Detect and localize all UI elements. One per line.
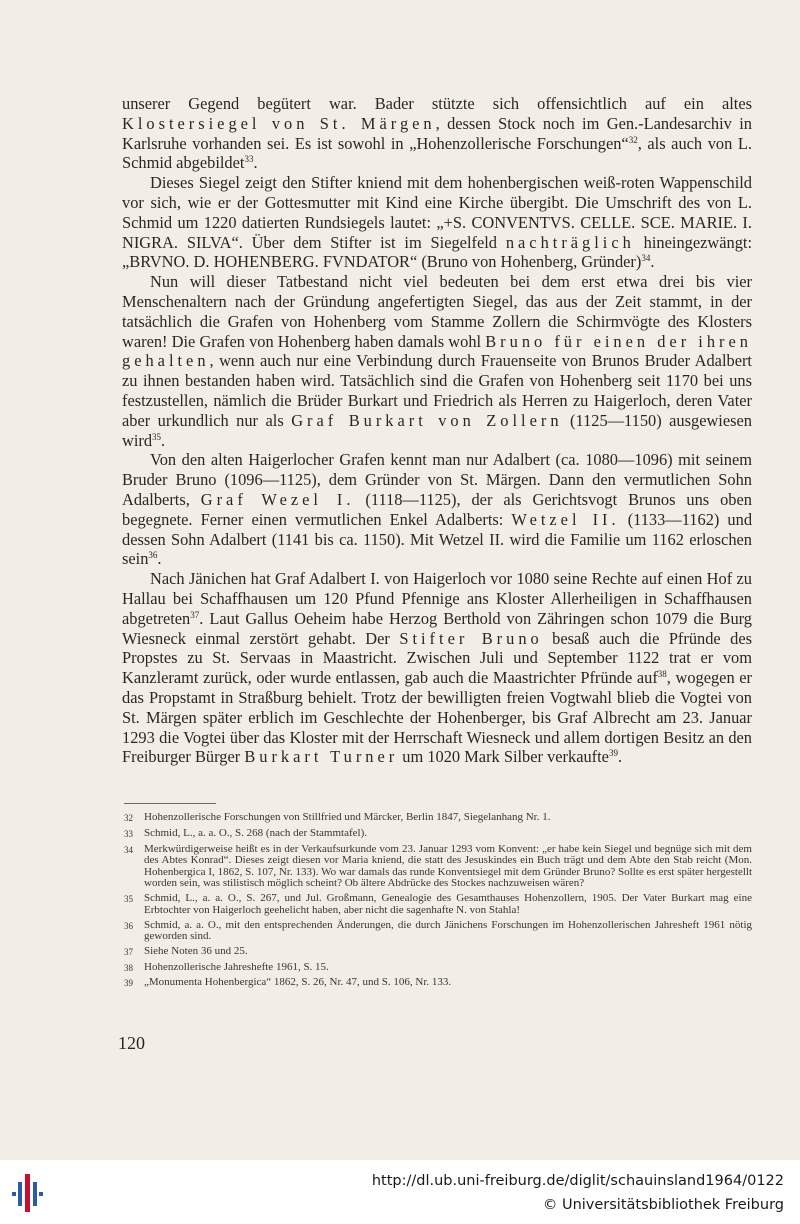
footnote-number: 32 bbox=[124, 813, 133, 823]
footnote bbox=[124, 962, 752, 975]
text-run: Nach Jänichen hat Graf Adalbert I. von Haigerloch vor 1080 seine Rechte auf einen Hof zu Hallau bei Schaffhausen um 120 Pfund Pfennige ans Kloster Allerheiligen in Schaffhausen abgetreten bbox=[122, 569, 752, 628]
text-run: . Laut Gallus Oeheim habe Herzog Berthold von Zähringen schon 1079 die Burg Wiesneck einmal zerstört gehabt. Der bbox=[122, 608, 752, 648]
footnote bbox=[124, 946, 752, 959]
footnote bbox=[124, 844, 752, 890]
footnote-ref: 37 bbox=[190, 609, 200, 620]
ub-freiburg-logo-icon bbox=[10, 1168, 44, 1216]
footnote-text: Schmid, L., a. a. O., S. 268 (nach der Stammtafel). bbox=[144, 826, 368, 839]
footnote-number: 34 bbox=[124, 844, 133, 855]
footnote bbox=[124, 920, 752, 943]
footnote bbox=[124, 977, 752, 990]
text-run: , wenn auch nur eine Verbindung durch Frauenseite von Brunos Bruder Adalbert zu ihnen bestanden haben wird. Tatsächlich sind die Grafen von Hohenberg seit 1170 bei uns festzustellen, nämlich die Brüder Burkart und Friedrich als Herren zu Haigerloch, deren Vater aber urkundlich nur als bbox=[122, 351, 752, 430]
footnote-text: „Monumenta Hohenbergica“ 1862, S. 26, Nr. 47, und S. 106, Nr. 133. bbox=[144, 976, 452, 989]
paragraph-2 bbox=[122, 173, 752, 272]
page-number: 120 bbox=[118, 1033, 145, 1053]
footnote-ref: 35 bbox=[152, 431, 162, 442]
main-text bbox=[122, 94, 752, 767]
footnote-ref: 36 bbox=[148, 550, 158, 561]
footnote-number: 33 bbox=[124, 828, 133, 839]
copyright-notice: © Universitätsbibliothek Freiburg bbox=[542, 1197, 784, 1213]
text-run: unserer Gegend begütert war. Bader stützte sich offensichtlich auf ein altes bbox=[122, 94, 752, 113]
text-run: , dessen Stock noch im Gen.-Landesarchiv in Karlsruhe vorhanden sei. Es ist sowohl in „Hohenzollerische Forschungen“ bbox=[122, 113, 752, 153]
footnote-ref: 33 bbox=[244, 154, 254, 165]
spaced-text: Bruno für einen der ihren gehalten bbox=[122, 331, 752, 371]
spaced-text: Wetzel II. bbox=[511, 509, 620, 529]
permalink-url[interactable]: http://dl.ub.uni-freiburg.de/diglit/schauinsland1964/0122 bbox=[371, 1173, 784, 1189]
footnote-text: Merkwürdigerweise heißt es in der Verkaufsurkunde vom 23. Januar 1293 vom Konvent: „er habe kein Siegel und begnüge sich mit dem des Abtes Konrad“. Dieses zeigt diesen vor Maria kniend, die statt des Jesuskindes ein Buch trägt und dem Abte den Stab reicht (Mon. Hohenbergica I, 1862, S. 107, Nr. 133). Wo war damals das runde Konventsiegel mit dem Gründer Bruno? Sollte es erst später hergestellt worden sein, was stilistisch möglich scheint? Ob ältere Abdrücke des Stockes nachzuweisen wären? bbox=[144, 842, 752, 890]
footnote-ref: 34 bbox=[641, 253, 651, 264]
text-run: Von den alten Haigerlocher Grafen kennt man nur Adalbert (ca. 1080—1096) mit seinem Bruder Bruno (1096—1125), dem Gründer von St. Märgen. Dann den vermutlichen Sohn Adalberts, bbox=[122, 450, 752, 509]
footnotes bbox=[124, 812, 752, 993]
text-run: hineingezwängt: „BRVNO. D. HOHENBERG. FVNDATOR“ (Bruno von Hohenberg, Gründer) bbox=[122, 232, 752, 272]
footnote bbox=[124, 893, 752, 916]
spaced-text: Graf Wezel I. bbox=[200, 489, 355, 509]
text-run: . bbox=[157, 549, 162, 569]
footnote-ref: 39 bbox=[608, 748, 618, 759]
text-run: . bbox=[253, 153, 258, 173]
paragraph-5 bbox=[122, 569, 752, 767]
footnote-number: 35 bbox=[124, 894, 133, 905]
text-run: . bbox=[161, 430, 166, 450]
spaced-text: Stifter Bruno bbox=[399, 628, 543, 648]
paragraph-3 bbox=[122, 272, 752, 450]
text-run: (1133—1162) und dessen Sohn Adalbert (1141 bis ca. 1150). Mit Wetzel II. wird die Familie um 1162 erloschen sein bbox=[122, 509, 753, 569]
text-run: . bbox=[650, 252, 655, 272]
text-run: besaß auch die Pfründe des Propstes zu St. Servaas in Maastricht. Zwischen Juli und September 1122 trat er vom Kanzleramt zurück, oder wurde entlassen, gab auch die Maastrichter Pfründe auf bbox=[122, 628, 753, 688]
text-run: (1118—1125), der als Gerichtsvogt Brunos uns oben begegnete. Ferner einen vermutlichen Enkel Adalberts: bbox=[122, 489, 752, 529]
footnote-text: Hohenzollerische Jahreshefte 1961, S. 15. bbox=[144, 960, 329, 973]
footnote-ref: 32 bbox=[628, 134, 638, 145]
text-run: um 1020 Mark Silber verkaufte bbox=[398, 747, 609, 767]
footnote-text: Hohenzollerische Forschungen von Stillfried und Märcker, Berlin 1847, Siegelanhang Nr. 1. bbox=[144, 811, 551, 823]
footnote bbox=[124, 828, 752, 841]
footnote-number: 36 bbox=[124, 920, 133, 931]
spaced-text: Graf Burkart von Zollern bbox=[291, 410, 563, 430]
text-run: , als auch von L. Schmid abgebildet bbox=[122, 133, 752, 173]
paragraph-4 bbox=[122, 450, 752, 569]
text-run: Nun will dieser Tatbestand nicht viel bedeuten bei dem erst etwa drei bis vier Menschenaltern nach der Gründung angefertigten Siegel, das aus der Zeit stammt, in der tatsächlich die Grafen von Hohenberg vom Stamme Zollern die Schirmvögte des Klosters waren! Die Grafen von Hohenberg haben damals wohl bbox=[122, 272, 752, 351]
footnote-number: 39 bbox=[124, 978, 133, 989]
footnote-divider bbox=[124, 803, 216, 804]
footnote-text: Schmid, a. a. O., mit den entsprechenden Änderungen, die durch Jänichens Forschungen im Hohenzollerischen Jahresheft 1961 nötig geworden sind. bbox=[144, 918, 752, 943]
library-footer bbox=[0, 1160, 800, 1224]
spaced-text: Klostersiegel von St. Märgen bbox=[122, 113, 436, 133]
footnote-number: 37 bbox=[124, 946, 133, 957]
paragraph-1 bbox=[122, 94, 752, 173]
footnote-text: Siehe Noten 36 und 25. bbox=[144, 944, 248, 957]
text-run: , wogegen er das Propstamt in Straßburg behielt. Trotz der bewilligten freien Vogtwahl blieb die Vogtei von St. Märgen später erblich im Geschlechte der Hohenberger, bis Graf Albrecht am 23. Januar 1293 die Vogtei über das Kloster mit der Herrschaft Wiesneck und allem dortigen Besitz an den Freiburger Bürger bbox=[122, 668, 752, 767]
spaced-text: Burkart Turner bbox=[244, 747, 399, 767]
text-run: (1125—1150) ausgewiesen wird bbox=[122, 410, 752, 450]
footnote-number: 38 bbox=[124, 962, 133, 973]
text-run: Dieses Siegel zeigt den Stifter kniend mit dem hohenbergischen weiß-roten Wappenschild vor sich, wie er der Gottesmutter mit Kind eine Kirche übergibt. Die Umschrift des von L. Schmid um 1220 datierten Rundsiegels lautet: „+S. CONVENTVS. CELLE. SCE. MARIE. I. NIGRA. SILVA“. Über dem Stifter ist im Siegelfeld bbox=[122, 173, 752, 252]
footnote-text: Schmid, L., a. a. O., S. 267, und Jul. Großmann, Genealogie des Gesamthauses Hohenzollern, 1905. Der Vater Burkart mag eine Erbtochter von Haigerloch geehelicht haben, aber nicht die sagenhafte N. von Stahla! bbox=[144, 892, 752, 916]
footnote bbox=[124, 812, 752, 825]
spaced-text: nachträglich bbox=[505, 232, 635, 252]
footnote-ref: 38 bbox=[657, 669, 667, 680]
text-run: . bbox=[617, 747, 623, 767]
